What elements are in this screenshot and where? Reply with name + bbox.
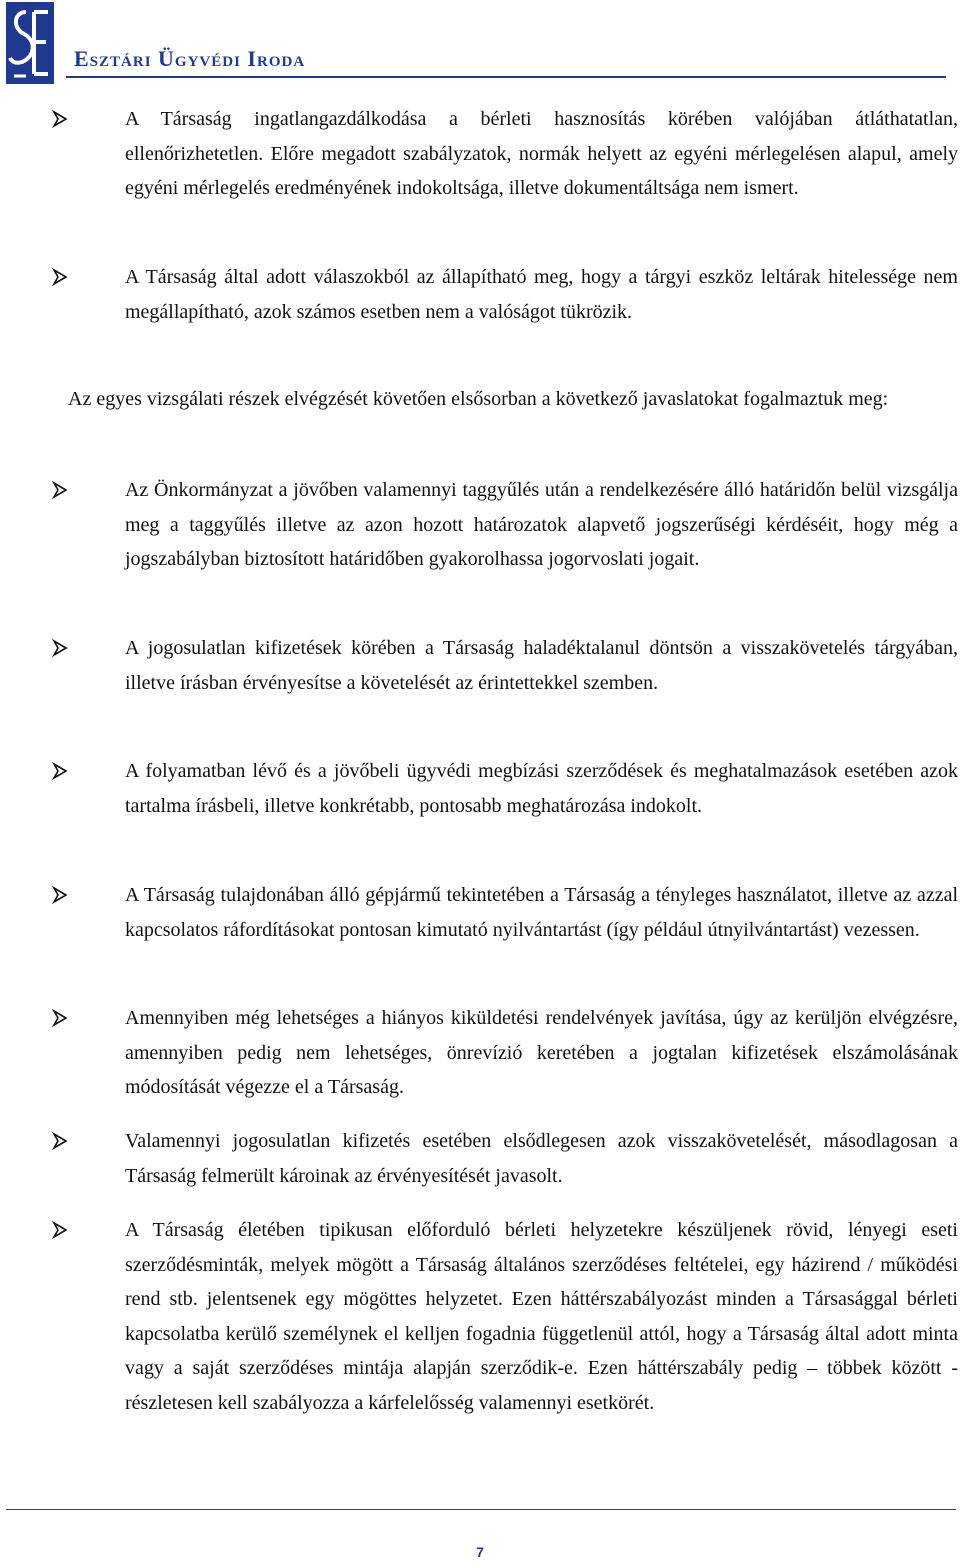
recommendation-text: A jogosulatlan kifizetések körében a Társaság haladéktalanul döntsön a visszakövetelés tárgyában, illetve írásban érvényesítse a követelését az érintettekkel szemben. [125,637,958,694]
arrowhead-bullet-icon [52,102,68,136]
se-monogram-logo [6,2,54,84]
finding-text: A Társaság által adott válaszokból az állapítható meg, hogy a tárgyi eszköz leltárak hitelessége nem megállapítható, azok számos esetben nem a valóságot tükrözik. [125,266,958,323]
recommendation-text: Az Önkormányzat a jövőben valamennyi taggyűlés után a rendelkezésére álló határidőn belül vizsgálja meg a taggyűlés illetve az azon hozott határozatok alapvető jogszerűségi kérdéséit, hogy még a jogszabályban biztosított határidőben gyakorolhassa jogorvoslati jogait. [125,479,958,570]
arrowhead-bullet-icon [52,473,68,507]
recommendations-heading: Az egyes vizsgálati részek elvégzését követően elsősorban a következő javaslatokat fogalmaztuk meg: [68,388,889,410]
arrowhead-bullet-icon [52,260,68,294]
header-divider [66,76,946,78]
footer-divider [6,1509,956,1510]
arrowhead-bullet-icon [52,878,68,912]
recommendation-text: A Társaság tulajdonában álló gépjármű tekintetében a Társaság a tényleges használatot, illetve az azzal kapcsolatos ráfordításokat pontosan kimutató nyilvántartást (így például útnyilvántartást) vezessen. [125,884,958,941]
recommendation-text: A folyamatban lévő és a jövőbeli ügyvédi megbízási szerződések és meghatalmazások esetében azok tartalma írásbeli, illetve konkrétabb, pontosabb meghatározása indokolt. [125,760,958,817]
page-header [0,0,960,90]
arrowhead-bullet-icon [52,1213,68,1247]
arrowhead-bullet-icon [52,1001,68,1035]
recommendation-text: Amennyiben még lehetséges a hiányos kiküldetési rendelvények javítása, úgy az kerüljön elvégzésre, amennyiben pedig nem lehetséges, önrevízió keretében a jogtalan kifizetések elszámolásának módosítását végezze el a Társaság. [125,1007,958,1098]
recommendation-text: A Társaság életében tipikusan előforduló bérleti helyzetekre készüljenek rövid, lényegi eseti szerződésminták, melyek mögött a Társaság általános szerződéses feltételei, egy házirend / működési rend stb. jelentsenek egy mögöttes helyzetet. Ezen háttérszabályozást minden a Társasággal bérleti kapcsolatba kerülő személynek el kelljen fogadnia függetlenül attól, hogy a Társaság által adott minta vagy a saját szerződéses mintája alapján szerződik-e. Ezen háttérszabály pedig – többek között - részletesen kell szabályozza a kárfelelősség valamennyi esetkörét. [125,1219,958,1414]
arrowhead-bullet-icon [52,631,68,665]
finding-text: A Társaság ingatlangazdálkodása a bérleti hasznosítás körében valójában átláthatatlan, ellenőrizhetetlen. Előre megadott szabályzatok, normák helyett az egyéni mérlegelésen alapul, amely egyéni mérlegelés eredményének indokoltsága, illetve dokumentáltsága nem ismert. [125,108,958,199]
arrowhead-bullet-icon [52,1124,68,1158]
page-number: 7 [476,1544,484,1560]
recommendation-text: Valamennyi jogosulatlan kifizetés esetében elsődlegesen azok visszakövetelését, másodlagosan a Társaság felmerült károinak az érvényesítését javasolt. [125,1130,958,1187]
arrowhead-bullet-icon [52,754,68,788]
firm-name: Esztári Ügyvédi Iroda [74,46,306,71]
